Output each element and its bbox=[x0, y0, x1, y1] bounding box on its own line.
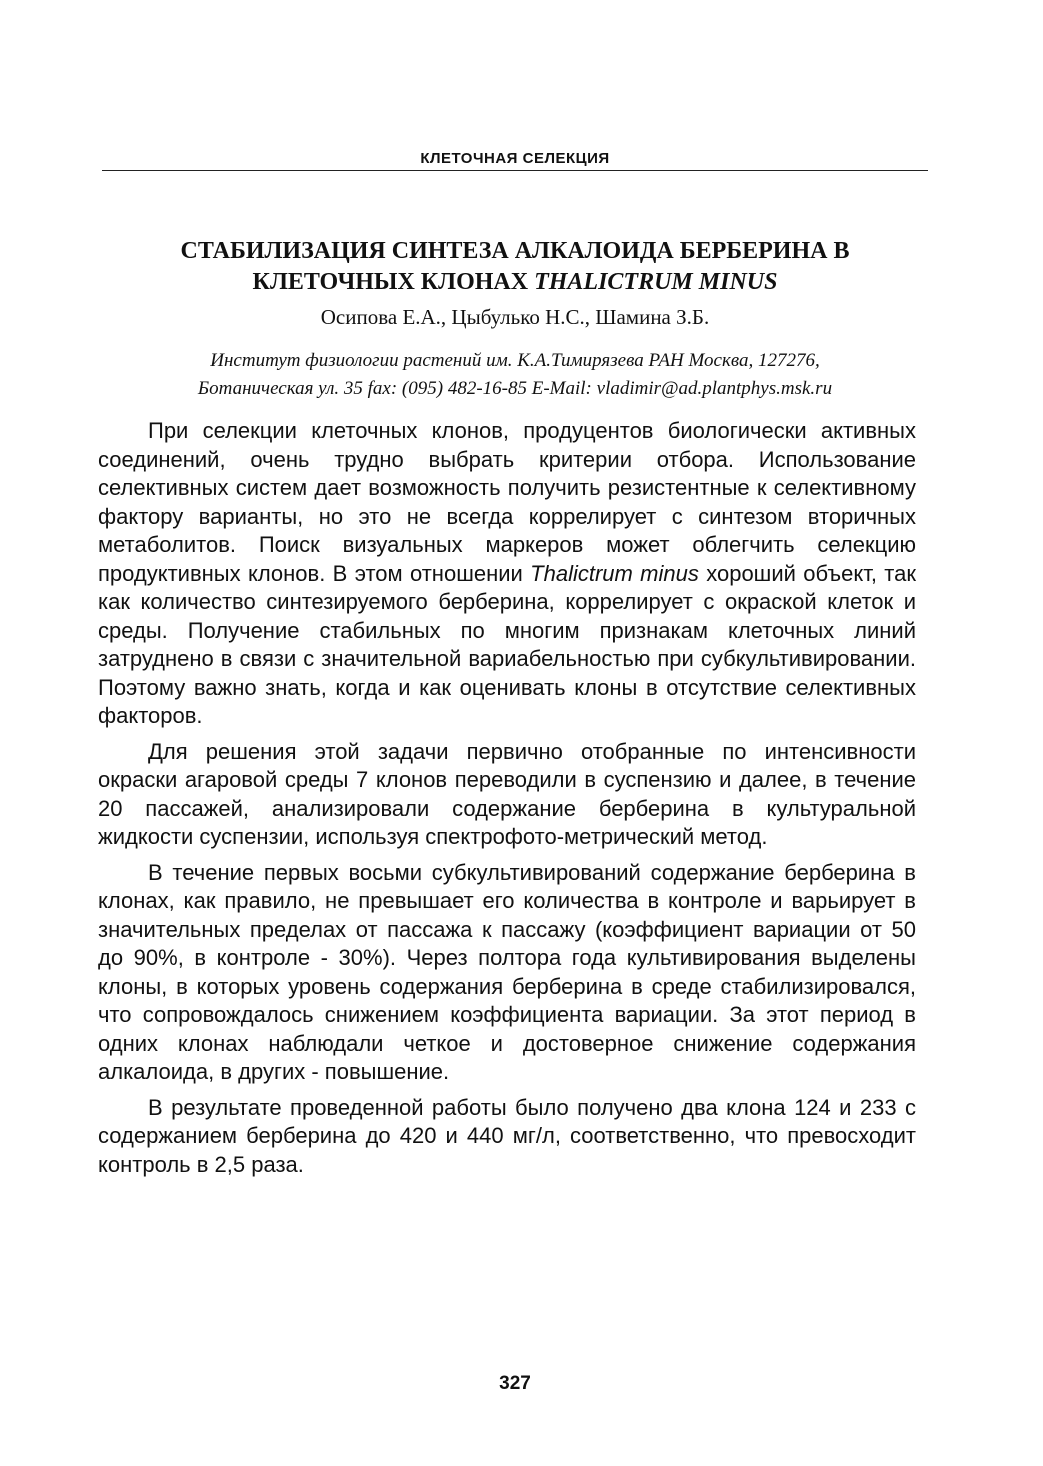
paragraph-4: В результате проведенной работы было получено два клона 124 и 233 с содержанием берберина до 420 и 440 мг/л, соответственно, что превосходит контроль в 2,5 раза. bbox=[98, 1094, 916, 1177]
header-rule bbox=[102, 170, 928, 171]
authors: Осипова Е.А., Цыбулько Н.С., Шамина З.Б. bbox=[320, 305, 710, 329]
affiliation-line-2: Ботаническая ул. 35 fax: (095) 482-16-85 E-Mail: vladimir@ad.plantphys.msk.ru bbox=[197, 378, 833, 399]
species-name: Thalictrum minus bbox=[530, 560, 699, 586]
affiliation-line-1: Институт физиологии растений им. К.А.Тимирязева РАН Москва, 127276, bbox=[210, 350, 820, 371]
paragraph-3: В течение первых восьми субкультивирований содержание берберина в клонах, как правило, не превышает его количества в контроле и варьирует в значительных пределах от пассажа к пассажу (коэффициент вариации от 50 до 90%, в контроле - 30%). Через полтора года культивирования выделены клоны, в которых уровень содержания берберина в среде стабилизировался, что сопровождалось снижением коэффициента вариации. За этот период в одних клонах наблюдали четкое и достоверное снижение содержания алкалоида, в других - повышение. bbox=[98, 859, 916, 1084]
paragraph-2: Для решения этой задачи первично отобранные по интенсивности окраски агаровой среды 7 клонов переводили в суспензию и далее, в течение 20 пассажей, анализировали содержание берберина в культуральной жидкости суспензии, используя спектрофото-метрический метод. bbox=[98, 738, 916, 849]
page-number: 327 bbox=[499, 1373, 531, 1394]
running-head: КЛЕТОЧНАЯ СЕЛЕКЦИЯ bbox=[420, 150, 610, 167]
title-line-2-prefix: КЛЕТОЧНЫХ КЛОНАХ bbox=[252, 269, 535, 295]
paragraph-1 bbox=[98, 417, 916, 731]
affiliation bbox=[102, 347, 928, 403]
title-line-2 bbox=[102, 267, 928, 298]
paragraph-1-part-2: хороший объект, так как количество синтезируемого берберина, коррелирует с окраской клеток и среды. Получение стабильных по многим признакам клеточных линий затруднено в связи с значительной вариабельностью при субкультивировании. Поэтому важно знать, когда и как оценивать клоны в отсутствие селективных факторов. bbox=[98, 560, 916, 728]
article-title bbox=[102, 236, 928, 298]
paragraph-1-part-1: При селекции клеточных клонов, продуцентов биологически активных соединений, очень трудно выбрать критерии отбора. Использование селективных систем дает возможность получить резистентные к селективному фактору варианты, но это не всегда коррелирует с синтезом вторичных метаболитов. Поиск визуальных маркеров может облегчить селекцию продуктивных клонов. В этом отношении bbox=[98, 418, 916, 586]
title-line-1: СТАБИЛИЗАЦИЯ СИНТЕЗА АЛКАЛОИДА БЕРБЕРИНА В bbox=[180, 238, 850, 264]
title-latin-name: THALICTRUM MINUS bbox=[534, 269, 778, 295]
article-body bbox=[98, 417, 916, 1186]
